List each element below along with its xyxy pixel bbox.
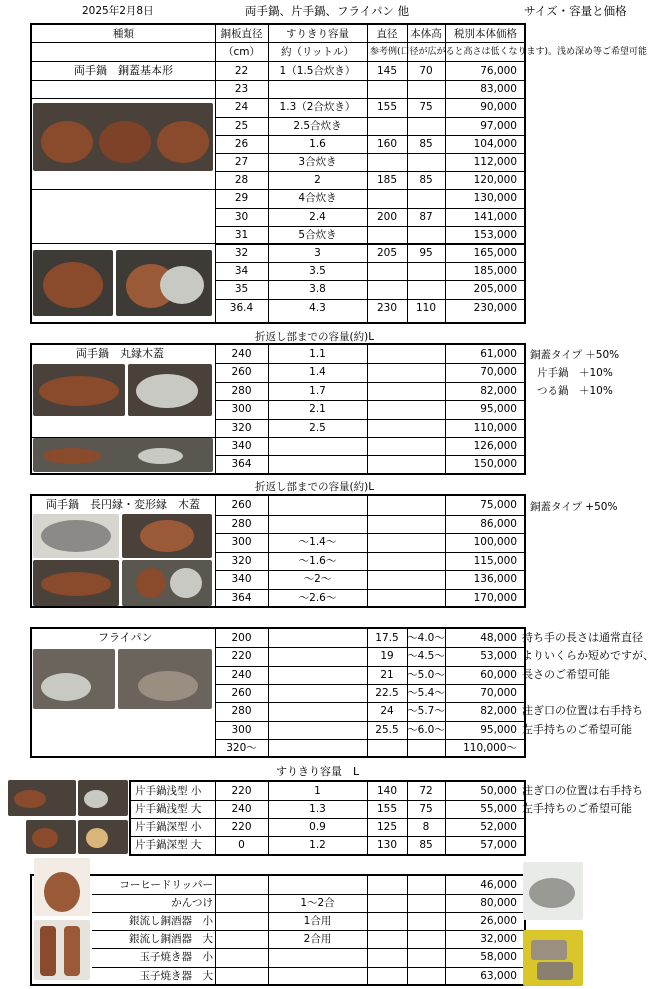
price-cell: 120,000 xyxy=(473,174,517,187)
capacity-cell: 4.3 xyxy=(309,301,326,314)
plate-diameter-cell: 320 xyxy=(231,421,252,434)
col-header-diameter: 直径 xyxy=(376,28,398,40)
price-cell: 90,000 xyxy=(480,101,517,114)
date-label: 2025年2月8日 xyxy=(82,5,154,17)
note-copper-lid-oval: 銅蓋タイプ +50% xyxy=(530,501,618,513)
plate-diameter-cell: 320～ xyxy=(226,741,257,754)
frying-pan-note: 注ぎ口の位置は右手持ち xyxy=(522,704,643,718)
handle-pan-photo xyxy=(33,438,213,472)
col-header-height: 本体高 xyxy=(410,28,442,40)
price-cell: 205,000 xyxy=(473,283,517,296)
capacity-cell xyxy=(268,948,367,966)
plate-diameter-cell: 27 xyxy=(234,156,249,168)
capacity-cell: 2 xyxy=(314,174,321,187)
copper-lid-pots-photo xyxy=(33,103,213,171)
price-cell: 100,000 xyxy=(473,536,517,548)
height-cell: 75 xyxy=(419,803,433,815)
round-pot-photo-2 xyxy=(128,364,212,416)
plate-diameter-cell: 26 xyxy=(234,137,249,150)
price-cell: 104,000 xyxy=(473,137,517,150)
capacity-cell: 1.4 xyxy=(309,366,326,379)
diameter-cell xyxy=(367,189,407,207)
capacity-cell: 2.1 xyxy=(309,403,326,416)
note-spout-right: 注ぎ口の位置は右手持ち xyxy=(522,784,643,797)
egg-pan-photo xyxy=(523,930,583,986)
diameter-cell: 25.5 xyxy=(375,723,399,736)
capacity-cell: 2.5合炊き xyxy=(293,119,342,132)
price-cell: 83,000 xyxy=(480,83,517,96)
capacity-cell: 3合炊き xyxy=(298,156,337,168)
diameter-cell: 140 xyxy=(376,785,398,797)
plate-diameter-cell: 29 xyxy=(234,192,249,205)
capacity-cell: ～1.6～ xyxy=(298,554,337,567)
note-bail-handle: つる鍋 ＋10% xyxy=(537,385,613,397)
capacity-cell: 1.7 xyxy=(309,384,326,397)
plate-diameter-cell: 340 xyxy=(231,440,252,452)
plate-diameter-cell: 0 xyxy=(238,839,245,851)
capacity-cell: 2.4 xyxy=(309,210,326,223)
capacity-cell xyxy=(268,515,367,533)
diameter-cell: 19 xyxy=(380,650,394,663)
price-cell: 46,000 xyxy=(480,879,517,891)
capacity-cell: 2合用 xyxy=(303,933,332,946)
fold-capacity-caption-2: 折返し部までの容量(約)L xyxy=(255,481,375,493)
plate-diameter-cell: 280 xyxy=(231,705,252,718)
capacity-cell: 1 xyxy=(314,785,321,797)
diameter-cell: 185 xyxy=(376,174,398,187)
oval-pot-photo-4 xyxy=(122,560,212,606)
oval-pot-photo-3 xyxy=(33,560,119,606)
capacity-cell: ～1.4～ xyxy=(298,536,337,548)
plate-diameter-cell: 34 xyxy=(234,265,249,278)
plate-diameter-cell: 200 xyxy=(231,632,252,644)
note-copper-lid: 銅蓋タイプ ＋50% xyxy=(530,349,620,361)
plate-diameter-cell: 300 xyxy=(231,723,252,736)
diameter-cell: 200 xyxy=(376,210,398,223)
capacity-cell: ～2.6～ xyxy=(298,591,337,604)
plate-diameter-cell: 364 xyxy=(231,591,252,604)
diameter-cell xyxy=(367,280,407,298)
page-subtitle: サイズ・容量と価格 xyxy=(524,4,627,18)
plate-diameter-cell: 260 xyxy=(231,686,252,699)
plate-diameter-cell: 35 xyxy=(234,283,249,296)
note-single-handle: 片手鍋 ＋10% xyxy=(537,367,613,379)
price-cell: 141,000 xyxy=(473,210,517,223)
price-cell: 136,000 xyxy=(473,573,517,585)
diameter-cell xyxy=(367,80,407,98)
height-cell: ～5.0～ xyxy=(407,668,445,681)
frying-pan-note: 持ち手の長さは通常直径 xyxy=(522,631,643,644)
table-single-handle-pots xyxy=(129,780,526,856)
capacity-cell: 2.5 xyxy=(309,421,326,434)
height-cell: 75 xyxy=(419,101,433,114)
height-cell: 8 xyxy=(422,821,430,833)
height-cell xyxy=(407,262,445,280)
capacity-cell: 4合炊き xyxy=(298,192,337,205)
height-cell: 110 xyxy=(415,301,437,314)
diameter-cell: 155 xyxy=(376,803,398,815)
plate-diameter-cell: 300 xyxy=(231,403,252,416)
capacity-cell: 1.1 xyxy=(309,348,326,360)
capacity-cell: 1.3 xyxy=(309,803,326,815)
saucepan-photo-2 xyxy=(78,780,128,816)
product-name-cell: 片手鍋深型 小 xyxy=(135,821,202,833)
height-cell: 85 xyxy=(419,839,433,851)
price-cell: 82,000 xyxy=(480,705,517,718)
capacity-cell xyxy=(268,80,367,98)
level-capacity-caption: すりきり容量 L xyxy=(276,765,360,778)
plate-diameter-cell: 240 xyxy=(231,668,252,681)
plate-diameter-cell: 22 xyxy=(234,65,249,77)
price-cell: 97,000 xyxy=(480,119,517,132)
capacity-cell xyxy=(268,455,367,473)
plate-diameter-cell: 28 xyxy=(234,174,249,187)
col-header-capacity: すりきり容量 xyxy=(286,28,349,40)
capacity-cell: 1～2合 xyxy=(300,897,335,910)
plate-diameter-cell: 23 xyxy=(234,83,249,96)
price-cell: 82,000 xyxy=(480,384,517,397)
price-cell: 55,000 xyxy=(480,803,517,815)
product-name-cell: かんつけ xyxy=(171,897,213,910)
diameter-cell: 155 xyxy=(376,101,398,114)
plate-diameter-cell: 220 xyxy=(231,650,252,663)
capacity-cell: 1（1.5合炊き） xyxy=(279,65,356,77)
diameter-cell: 160 xyxy=(376,137,398,150)
height-cell xyxy=(407,117,445,135)
price-cell: 110,000 xyxy=(473,421,517,434)
capacity-cell xyxy=(268,496,367,514)
height-cell: ～6.0～ xyxy=(407,723,445,736)
capacity-cell xyxy=(268,437,367,455)
price-cell: 53,000 xyxy=(480,650,517,663)
price-cell: 75,000 xyxy=(480,499,517,511)
table-accessories xyxy=(30,874,526,986)
height-cell xyxy=(407,153,445,171)
diameter-cell: 22.5 xyxy=(375,686,399,699)
frying-pan-photo-1 xyxy=(33,649,115,709)
price-cell: 57,000 xyxy=(480,839,517,851)
plate-diameter-cell: 340 xyxy=(231,573,252,585)
plate-diameter-cell: 260 xyxy=(231,499,252,511)
col-header-type: 種類 xyxy=(113,28,134,40)
frying-pan-note: 長さのご希望可能 xyxy=(522,667,610,681)
capacity-cell: 0.9 xyxy=(309,821,326,833)
price-cell: 48,000 xyxy=(480,632,517,644)
plate-diameter-cell: 240 xyxy=(231,348,252,360)
open-pot-photo xyxy=(116,250,212,316)
height-cell: ～4.5～ xyxy=(407,650,445,663)
capacity-cell xyxy=(268,876,367,894)
capacity-cell: 3.8 xyxy=(309,283,326,296)
product-name-cell: 片手鍋浅型 小 xyxy=(135,785,202,797)
oval-pot-photo-2 xyxy=(122,514,212,558)
diameter-cell: 230 xyxy=(376,301,398,314)
price-cell: 32,000 xyxy=(480,933,517,946)
unit-liter: 約（リットル） xyxy=(280,46,355,58)
coffee-dripper-photo xyxy=(34,858,90,916)
price-cell: 150,000 xyxy=(473,458,517,471)
diameter-cell: 24 xyxy=(380,705,394,718)
height-cell: 85 xyxy=(419,137,433,150)
copper-lid-pot-photo xyxy=(33,250,113,316)
diameter-cell: 130 xyxy=(376,839,398,851)
diameter-cell: 17.5 xyxy=(375,632,399,644)
price-cell: 80,000 xyxy=(480,897,517,910)
diameter-cell xyxy=(367,226,407,244)
page-title: 両手鍋、片手鍋、フライパン 他 xyxy=(245,4,410,18)
height-cell xyxy=(407,280,445,298)
diameter-cell: 145 xyxy=(376,65,398,77)
price-cell: 52,000 xyxy=(480,821,517,833)
sake-vessel-photo xyxy=(34,920,90,980)
product-name-cell: 片手鍋浅型 大 xyxy=(135,803,202,815)
price-cell: 130,000 xyxy=(473,192,517,205)
oval-pot-photo-1 xyxy=(33,514,119,558)
section-name-basic: 両手鍋 銅蓋基本形 xyxy=(74,64,173,77)
capacity-cell: 5合炊き xyxy=(298,228,337,241)
col-header-plate-diameter: 銅板直径 xyxy=(220,28,263,40)
price-cell: 230,000 xyxy=(473,301,517,314)
round-pot-photo-1 xyxy=(33,364,125,416)
price-cell: 50,000 xyxy=(480,785,517,797)
price-cell: 70,000 xyxy=(480,366,517,379)
product-name-cell: コーヒードリッパー xyxy=(119,879,213,891)
reference-note: 参考例(口径が広がると高さは低くなります)。浅め深め等ご希望可能 xyxy=(370,47,648,57)
height-cell: 70 xyxy=(419,65,433,77)
height-cell: ～4.0～ xyxy=(407,632,445,644)
price-cell: 26,000 xyxy=(480,915,517,928)
height-cell: 87 xyxy=(419,210,433,223)
col-header-price: 税別本体価格 xyxy=(454,28,517,40)
plate-diameter-cell: 30 xyxy=(234,210,249,223)
section-name-round: 両手鍋 丸縁木蓋 xyxy=(76,347,164,360)
plate-diameter-cell: 220 xyxy=(231,785,252,797)
note-spout-left: 左手持ちのご希望可能 xyxy=(522,802,632,815)
price-cell: 60,000 xyxy=(480,668,517,681)
section-name-frying-pan: フライパン xyxy=(98,631,153,644)
fold-capacity-caption-1: 折返し部までの容量(約)L xyxy=(255,331,375,343)
height-cell: 72 xyxy=(419,785,433,797)
plate-diameter-cell: 260 xyxy=(231,366,252,379)
capacity-cell: 1.3（2合炊き） xyxy=(279,101,356,114)
price-cell: 70,000 xyxy=(480,686,517,699)
price-cell: 185,000 xyxy=(473,265,517,278)
section-name-oval: 両手鍋 長円縁・変形縁 木蓋 xyxy=(46,498,200,511)
unit-cm: （cm） xyxy=(222,46,260,58)
plate-diameter-cell: 36.4 xyxy=(229,301,254,314)
capacity-cell: 1.6 xyxy=(309,137,326,150)
diameter-cell xyxy=(367,117,407,135)
plate-diameter-cell: 320 xyxy=(231,554,252,567)
price-cell: 95,000 xyxy=(480,403,517,416)
plate-diameter-cell: 220 xyxy=(231,821,252,833)
price-cell: 86,000 xyxy=(480,517,517,530)
plate-diameter-cell: 364 xyxy=(231,458,252,471)
price-cell: 110,000～ xyxy=(463,741,517,754)
price-cell: 76,000 xyxy=(480,65,517,77)
capacity-cell xyxy=(268,967,367,985)
height-cell: ～5.7～ xyxy=(407,705,445,718)
diameter-cell xyxy=(367,153,407,171)
price-cell: 61,000 xyxy=(480,348,517,360)
height-cell xyxy=(407,226,445,244)
frying-pan-note: 左手持ちのご希望可能 xyxy=(522,722,632,736)
diameter-cell xyxy=(367,739,407,757)
plate-diameter-cell: 32 xyxy=(234,247,249,259)
price-cell: 115,000 xyxy=(473,554,517,567)
frying-pan-photo-2 xyxy=(118,649,212,709)
diameter-cell: 205 xyxy=(376,247,398,259)
saucepan-photo-4 xyxy=(78,820,128,854)
product-name-cell: 銀流し銅酒器 小 xyxy=(129,915,213,928)
price-cell: 63,000 xyxy=(480,969,517,982)
plate-diameter-cell: 300 xyxy=(231,536,252,548)
plate-diameter-cell: 280 xyxy=(231,517,252,530)
price-cell: 170,000 xyxy=(473,591,517,604)
price-cell: 126,000 xyxy=(473,440,517,452)
diameter-cell xyxy=(367,262,407,280)
plate-diameter-cell: 31 xyxy=(234,228,249,241)
plate-diameter-cell: 280 xyxy=(231,384,252,397)
capacity-cell: 1.2 xyxy=(309,839,326,851)
saucepan-photo-3 xyxy=(26,820,76,854)
frying-pan-note: よりいくらか短めですが、 xyxy=(522,649,654,663)
price-cell: 165,000 xyxy=(473,247,517,259)
height-cell xyxy=(407,80,445,98)
product-name-cell: 片手鍋深型 大 xyxy=(135,839,202,851)
capacity-cell: ～2～ xyxy=(303,573,332,585)
height-cell: 95 xyxy=(419,247,433,259)
height-cell xyxy=(407,189,445,207)
height-cell: ～5.4～ xyxy=(407,686,445,699)
plate-diameter-cell: 24 xyxy=(234,101,249,114)
plate-diameter-cell: 25 xyxy=(234,119,249,132)
capacity-cell: 3 xyxy=(314,247,321,259)
price-cell: 58,000 xyxy=(480,951,517,964)
price-cell: 95,000 xyxy=(480,723,517,736)
diameter-cell: 21 xyxy=(380,668,394,681)
plate-diameter-cell: 240 xyxy=(231,803,252,815)
saucepan-photo-1 xyxy=(8,780,76,816)
warmer-photo xyxy=(523,862,583,920)
product-name-cell: 玉子焼き器 大 xyxy=(139,969,213,982)
price-cell: 153,000 xyxy=(473,228,517,241)
height-cell: 85 xyxy=(419,174,433,187)
diameter-cell: 125 xyxy=(376,821,398,833)
capacity-cell: 3.5 xyxy=(309,265,326,278)
product-name-cell: 玉子焼き器 小 xyxy=(139,951,213,964)
height-cell xyxy=(407,739,445,757)
product-name-cell: 銀流し銅酒器 大 xyxy=(129,933,213,946)
capacity-cell: 1合用 xyxy=(303,915,332,928)
price-cell: 112,000 xyxy=(473,156,517,168)
